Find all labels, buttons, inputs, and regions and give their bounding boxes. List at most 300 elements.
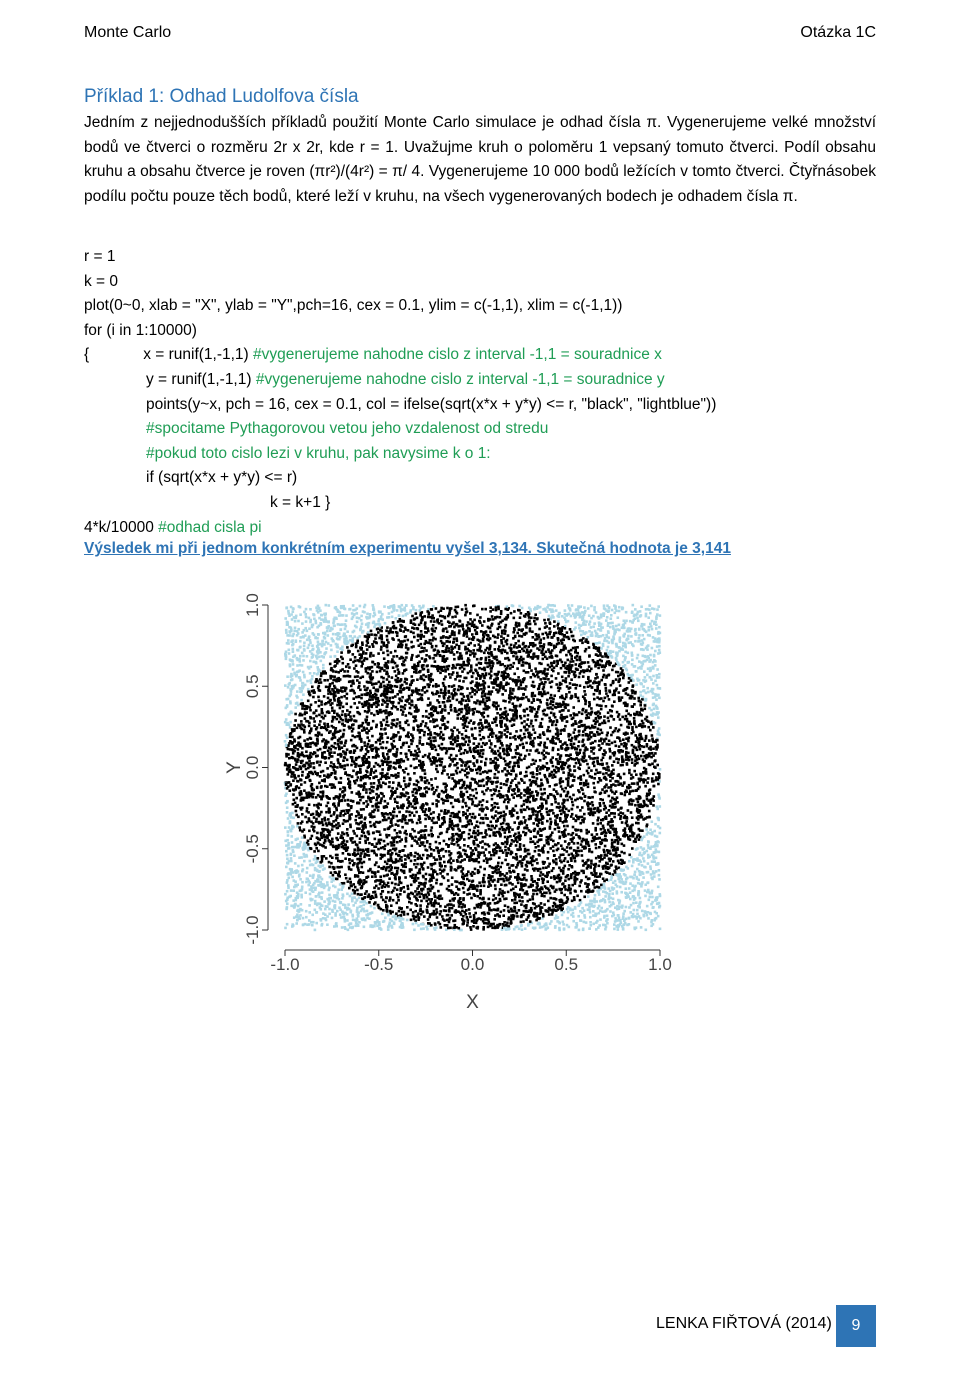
scatter-point bbox=[622, 912, 625, 915]
scatter-point bbox=[490, 821, 493, 824]
scatter-point bbox=[285, 629, 288, 632]
scatter-point bbox=[512, 856, 515, 859]
scatter-point bbox=[360, 852, 363, 855]
scatter-point bbox=[534, 694, 537, 697]
scatter-point bbox=[644, 676, 647, 679]
scatter-point bbox=[491, 615, 494, 618]
scatter-point bbox=[614, 802, 617, 805]
scatter-point bbox=[469, 692, 472, 695]
scatter-point bbox=[628, 769, 631, 772]
scatter-point bbox=[389, 896, 392, 899]
scatter-point bbox=[501, 693, 504, 696]
scatter-point bbox=[552, 765, 555, 768]
scatter-point bbox=[413, 863, 416, 866]
scatter-point bbox=[353, 832, 356, 835]
scatter-point bbox=[588, 665, 591, 668]
scatter-point bbox=[650, 678, 653, 681]
scatter-point bbox=[625, 906, 628, 909]
scatter-point bbox=[532, 855, 535, 858]
scatter-point bbox=[593, 787, 596, 790]
scatter-point bbox=[615, 868, 618, 871]
scatter-point bbox=[512, 796, 515, 799]
scatter-point bbox=[651, 620, 654, 623]
scatter-point bbox=[315, 818, 318, 821]
scatter-point bbox=[607, 717, 610, 720]
scatter-point bbox=[375, 799, 378, 802]
scatter-point bbox=[427, 697, 430, 700]
scatter-point bbox=[616, 892, 619, 895]
scatter-point bbox=[345, 665, 348, 668]
scatter-point bbox=[631, 816, 634, 819]
scatter-point bbox=[414, 710, 417, 713]
scatter-point bbox=[404, 845, 407, 848]
scatter-point bbox=[502, 822, 505, 825]
scatter-point bbox=[494, 888, 497, 891]
scatter-point bbox=[606, 616, 609, 619]
scatter-point bbox=[598, 692, 601, 695]
scatter-point bbox=[568, 854, 571, 857]
scatter-point bbox=[386, 705, 389, 708]
scatter-point bbox=[600, 792, 603, 795]
scatter-point bbox=[356, 621, 359, 624]
scatter-point bbox=[645, 828, 648, 831]
scatter-point bbox=[345, 619, 348, 622]
scatter-point bbox=[424, 725, 427, 728]
scatter-point bbox=[567, 675, 570, 678]
scatter-point bbox=[510, 644, 513, 647]
scatter-point bbox=[508, 831, 511, 834]
scatter-point bbox=[530, 676, 533, 679]
scatter-point bbox=[639, 704, 642, 707]
scatter-point bbox=[553, 861, 556, 864]
scatter-point bbox=[359, 905, 362, 908]
scatter-point bbox=[402, 615, 405, 618]
scatter-point bbox=[572, 804, 575, 807]
scatter-point bbox=[446, 630, 449, 633]
scatter-point bbox=[644, 708, 647, 711]
scatter-point bbox=[451, 876, 454, 879]
scatter-point bbox=[591, 796, 594, 799]
scatter-point bbox=[301, 771, 304, 774]
scatter-point bbox=[468, 833, 471, 836]
scatter-point bbox=[295, 922, 298, 925]
scatter-point bbox=[412, 911, 415, 914]
scatter-point bbox=[533, 737, 536, 740]
scatter-point bbox=[634, 928, 637, 931]
scatter-point bbox=[561, 883, 564, 886]
scatter-point bbox=[602, 867, 605, 870]
scatter-point bbox=[592, 910, 595, 913]
scatter-point bbox=[360, 697, 363, 700]
code-line: for (i in 1:10000) bbox=[84, 321, 197, 339]
scatter-point bbox=[402, 664, 405, 667]
section-title: Příklad 1: Odhad Ludolfova čísla bbox=[84, 86, 359, 107]
scatter-point bbox=[339, 901, 342, 904]
scatter-point bbox=[572, 660, 575, 663]
scatter-point bbox=[565, 654, 568, 657]
scatter-point bbox=[513, 627, 516, 630]
scatter-point bbox=[303, 642, 306, 645]
scatter-point bbox=[619, 838, 622, 841]
scatter-point bbox=[417, 877, 420, 880]
scatter-point bbox=[315, 820, 318, 823]
scatter-point bbox=[507, 823, 510, 826]
scatter-point bbox=[442, 734, 445, 737]
scatter-point bbox=[580, 778, 583, 781]
scatter-point bbox=[304, 613, 307, 616]
scatter-point bbox=[383, 875, 386, 878]
scatter-point bbox=[375, 762, 378, 765]
scatter-point bbox=[299, 679, 302, 682]
scatter-point bbox=[465, 608, 468, 611]
scatter-point bbox=[651, 878, 654, 881]
scatter-point bbox=[487, 885, 490, 888]
scatter-point bbox=[344, 623, 347, 626]
scatter-point bbox=[556, 731, 559, 734]
scatter-point bbox=[494, 814, 497, 817]
scatter-point bbox=[532, 927, 535, 930]
scatter-point bbox=[537, 820, 540, 823]
scatter-point bbox=[386, 650, 389, 653]
scatter-point bbox=[425, 722, 428, 725]
scatter-point bbox=[590, 924, 593, 927]
scatter-point bbox=[346, 693, 349, 696]
scatter-point bbox=[509, 835, 512, 838]
scatter-point bbox=[546, 880, 549, 883]
scatter-point bbox=[389, 684, 392, 687]
scatter-point bbox=[498, 790, 501, 793]
scatter-point bbox=[434, 660, 437, 663]
scatter-point bbox=[642, 876, 645, 879]
scatter-point bbox=[474, 727, 477, 730]
scatter-point bbox=[366, 716, 369, 719]
scatter-point bbox=[495, 702, 498, 705]
scatter-point bbox=[482, 822, 485, 825]
scatter-point bbox=[306, 655, 309, 658]
scatter-point bbox=[467, 820, 470, 823]
scatter-point bbox=[641, 698, 644, 701]
scatter-point bbox=[330, 815, 333, 818]
scatter-point bbox=[452, 859, 455, 862]
scatter-point bbox=[603, 849, 606, 852]
scatter-point bbox=[563, 860, 566, 863]
scatter-point bbox=[286, 881, 289, 884]
scatter-point bbox=[625, 887, 628, 890]
scatter-point bbox=[380, 648, 383, 651]
scatter-point bbox=[508, 882, 511, 885]
scatter-point bbox=[291, 736, 294, 739]
scatter-point bbox=[367, 803, 370, 806]
scatter-point bbox=[497, 878, 500, 881]
scatter-point bbox=[312, 717, 315, 720]
scatter-point bbox=[466, 624, 469, 627]
scatter-point bbox=[403, 780, 406, 783]
scatter-point bbox=[305, 620, 308, 623]
scatter-point bbox=[575, 722, 578, 725]
scatter-point bbox=[325, 647, 328, 650]
scatter-point bbox=[410, 657, 413, 660]
scatter-point bbox=[527, 671, 530, 674]
scatter-point bbox=[522, 831, 525, 834]
scatter-point bbox=[389, 849, 392, 852]
scatter-point bbox=[647, 854, 650, 857]
scatter-point bbox=[311, 835, 314, 838]
scatter-point bbox=[394, 695, 397, 698]
scatter-point bbox=[594, 807, 597, 810]
scatter-point bbox=[615, 727, 618, 730]
scatter-point bbox=[465, 767, 468, 770]
scatter-point bbox=[370, 786, 373, 789]
scatter-point bbox=[451, 883, 454, 886]
scatter-point bbox=[540, 788, 543, 791]
scatter-point bbox=[444, 675, 447, 678]
scatter-point bbox=[415, 612, 418, 615]
scatter-point bbox=[324, 761, 327, 764]
scatter-point bbox=[346, 640, 349, 643]
scatter-point bbox=[457, 675, 460, 678]
scatter-point bbox=[625, 710, 628, 713]
scatter-point bbox=[570, 815, 573, 818]
scatter-point bbox=[445, 795, 448, 798]
scatter-point bbox=[537, 736, 540, 739]
scatter-point bbox=[581, 854, 584, 857]
scatter-point bbox=[405, 644, 408, 647]
scatter-point bbox=[605, 871, 608, 874]
scatter-point bbox=[636, 868, 639, 871]
scatter-point bbox=[546, 672, 549, 675]
scatter-point bbox=[366, 622, 369, 625]
scatter-point bbox=[514, 735, 517, 738]
scatter-point bbox=[508, 701, 511, 704]
scatter-point bbox=[312, 762, 315, 765]
scatter-point bbox=[557, 770, 560, 773]
scatter-point bbox=[638, 711, 641, 714]
scatter-point bbox=[383, 828, 386, 831]
scatter-point bbox=[388, 687, 391, 690]
scatter-point bbox=[631, 847, 634, 850]
scatter-point bbox=[632, 684, 635, 687]
scatter-point bbox=[480, 745, 483, 748]
scatter-point bbox=[297, 748, 300, 751]
scatter-point bbox=[575, 922, 578, 925]
scatter-point bbox=[311, 675, 314, 678]
scatter-point bbox=[588, 850, 591, 853]
scatter-point bbox=[596, 833, 599, 836]
scatter-point bbox=[481, 624, 484, 627]
scatter-point bbox=[600, 884, 603, 887]
scatter-point bbox=[616, 711, 619, 714]
scatter-point bbox=[446, 657, 449, 660]
scatter-point bbox=[505, 852, 508, 855]
scatter-point bbox=[560, 892, 563, 895]
scatter-point bbox=[618, 691, 621, 694]
scatter-point bbox=[485, 848, 488, 851]
scatter-point bbox=[560, 667, 563, 670]
scatter-point bbox=[557, 637, 560, 640]
scatter-point bbox=[396, 634, 399, 637]
scatter-point bbox=[608, 809, 611, 812]
scatter-point bbox=[589, 921, 592, 924]
scatter-point bbox=[379, 772, 382, 775]
scatter-point bbox=[570, 743, 573, 746]
scatter-point bbox=[430, 642, 433, 645]
scatter-point bbox=[319, 651, 322, 654]
scatter-point bbox=[286, 903, 289, 906]
scatter-point bbox=[499, 616, 502, 619]
scatter-point bbox=[550, 712, 553, 715]
scatter-point bbox=[396, 722, 399, 725]
scatter-point bbox=[411, 828, 414, 831]
scatter-point bbox=[410, 919, 413, 922]
scatter-point bbox=[376, 671, 379, 674]
scatter-point bbox=[634, 608, 637, 611]
scatter-point bbox=[287, 884, 290, 887]
scatter-point bbox=[482, 799, 485, 802]
scatter-point bbox=[383, 728, 386, 731]
scatter-point bbox=[649, 913, 652, 916]
intro-text: Jedním z nejjednodušších příkladů použití Monte Carlo simulace je odhad čísla π. Vygenerujeme velké množství bodů ve čtverci o rozměru 2r x 2r, kde r = 1. Uvažujme kruh o poloměru 1 vepsaný tomuto čtverci. Podíl obsahu kruhu a obsahu čtverce je roven (πr²)/(4r²) = π/ 4. Vygenerujeme 10 000 bodů ležících v tomto čtverci. Čtyřnásobek podílu počtu pouze těch bodů, které leží v kruhu, na všech vygenerovaných bodech je odhadem čísla π. bbox=[84, 114, 876, 205]
scatter-point bbox=[438, 813, 441, 816]
scatter-point bbox=[544, 885, 547, 888]
code-line bbox=[84, 516, 716, 541]
scatter-point bbox=[316, 761, 319, 764]
scatter-point bbox=[514, 696, 517, 699]
scatter-point bbox=[557, 620, 560, 623]
scatter-point bbox=[368, 777, 371, 780]
scatter-point bbox=[415, 784, 418, 787]
scatter-point bbox=[375, 726, 378, 729]
scatter-point bbox=[564, 725, 567, 728]
scatter-point bbox=[604, 895, 607, 898]
scatter-point bbox=[515, 730, 518, 733]
scatter-point bbox=[553, 902, 556, 905]
scatter-point bbox=[501, 632, 504, 635]
scatter-point bbox=[396, 832, 399, 835]
code-line: plot(0~0, xlab = "X", ylab = "Y",pch=16, cex = 0.1, ylim = c(-1,1), xlim = c(-1,1)) bbox=[84, 297, 623, 315]
scatter-point bbox=[375, 741, 378, 744]
scatter-point bbox=[650, 845, 653, 848]
scatter-point bbox=[611, 705, 614, 708]
scatter-point bbox=[509, 732, 512, 735]
scatter-point bbox=[398, 811, 401, 814]
scatter-point bbox=[494, 721, 497, 724]
scatter-point bbox=[359, 901, 362, 904]
scatter-point bbox=[551, 809, 554, 812]
scatter-point bbox=[309, 709, 312, 712]
scatter-point bbox=[599, 910, 602, 913]
scatter-point bbox=[478, 639, 481, 642]
scatter-point bbox=[583, 813, 586, 816]
code-brace: { bbox=[84, 346, 90, 364]
scatter-point bbox=[425, 808, 428, 811]
scatter-point bbox=[429, 843, 432, 846]
scatter-point bbox=[396, 841, 399, 844]
scatter-point bbox=[343, 729, 346, 732]
scatter-point bbox=[294, 713, 297, 716]
scatter-point bbox=[605, 772, 608, 775]
scatter-point bbox=[524, 834, 527, 837]
scatter-point bbox=[565, 693, 568, 696]
scatter-point bbox=[341, 710, 344, 713]
scatter-point bbox=[510, 889, 513, 892]
scatter-point bbox=[540, 910, 543, 913]
scatter-point bbox=[441, 798, 444, 801]
scatter-point bbox=[362, 651, 365, 654]
scatter-point bbox=[331, 738, 334, 741]
scatter-point bbox=[356, 909, 359, 912]
scatter-point bbox=[391, 872, 394, 875]
scatter-point bbox=[440, 689, 443, 692]
scatter-point bbox=[558, 690, 561, 693]
scatter-point bbox=[558, 630, 561, 633]
scatter-point bbox=[326, 767, 329, 770]
code-text: x = runif(1,-1,1) bbox=[143, 346, 254, 364]
scatter-point bbox=[581, 907, 584, 910]
scatter-point bbox=[614, 741, 617, 744]
scatter-point bbox=[384, 917, 387, 920]
scatter-point bbox=[461, 693, 464, 696]
scatter-point bbox=[473, 914, 476, 917]
code-line: r = 1 bbox=[84, 248, 116, 265]
scatter-point bbox=[454, 667, 457, 670]
scatter-point bbox=[656, 645, 659, 648]
scatter-point bbox=[359, 841, 362, 844]
scatter-point bbox=[346, 893, 349, 896]
scatter-point bbox=[493, 776, 496, 779]
scatter-point bbox=[471, 789, 474, 792]
scatter-point bbox=[503, 880, 506, 883]
scatter-point bbox=[645, 692, 648, 695]
scatter-point bbox=[294, 880, 297, 883]
scatter-point bbox=[381, 768, 384, 771]
scatter-point bbox=[386, 686, 389, 689]
scatter-point bbox=[310, 921, 313, 924]
scatter-point bbox=[527, 714, 530, 717]
scatter-point bbox=[362, 871, 365, 874]
scatter-point bbox=[523, 710, 526, 713]
scatter-point bbox=[481, 608, 484, 611]
scatter-point bbox=[371, 735, 374, 738]
scatter-point bbox=[330, 862, 333, 865]
scatter-point bbox=[640, 605, 643, 608]
scatter-point bbox=[523, 720, 526, 723]
scatter-point bbox=[322, 717, 325, 720]
scatter-point bbox=[547, 910, 550, 913]
scatter-point bbox=[288, 847, 291, 850]
scatter-point bbox=[355, 763, 358, 766]
header-title: Monte Carlo bbox=[84, 24, 172, 41]
scatter-point bbox=[338, 906, 341, 909]
scatter-point bbox=[363, 926, 366, 929]
scatter-point bbox=[514, 738, 517, 741]
scatter-point bbox=[551, 724, 554, 727]
scatter-point bbox=[494, 648, 497, 651]
scatter-point bbox=[619, 636, 622, 639]
scatter-point bbox=[299, 640, 302, 643]
scatter-point bbox=[463, 891, 466, 894]
scatter-point bbox=[581, 806, 584, 809]
scatter-point bbox=[454, 736, 457, 739]
scatter-point bbox=[420, 637, 423, 640]
scatter-point bbox=[659, 928, 662, 931]
scatter-point bbox=[586, 763, 589, 766]
scatter-point bbox=[425, 715, 428, 718]
scatter-point bbox=[461, 625, 464, 628]
scatter-point bbox=[418, 644, 421, 647]
scatter-point bbox=[321, 860, 324, 863]
scatter-point bbox=[550, 675, 553, 678]
scatter-point bbox=[322, 664, 325, 667]
